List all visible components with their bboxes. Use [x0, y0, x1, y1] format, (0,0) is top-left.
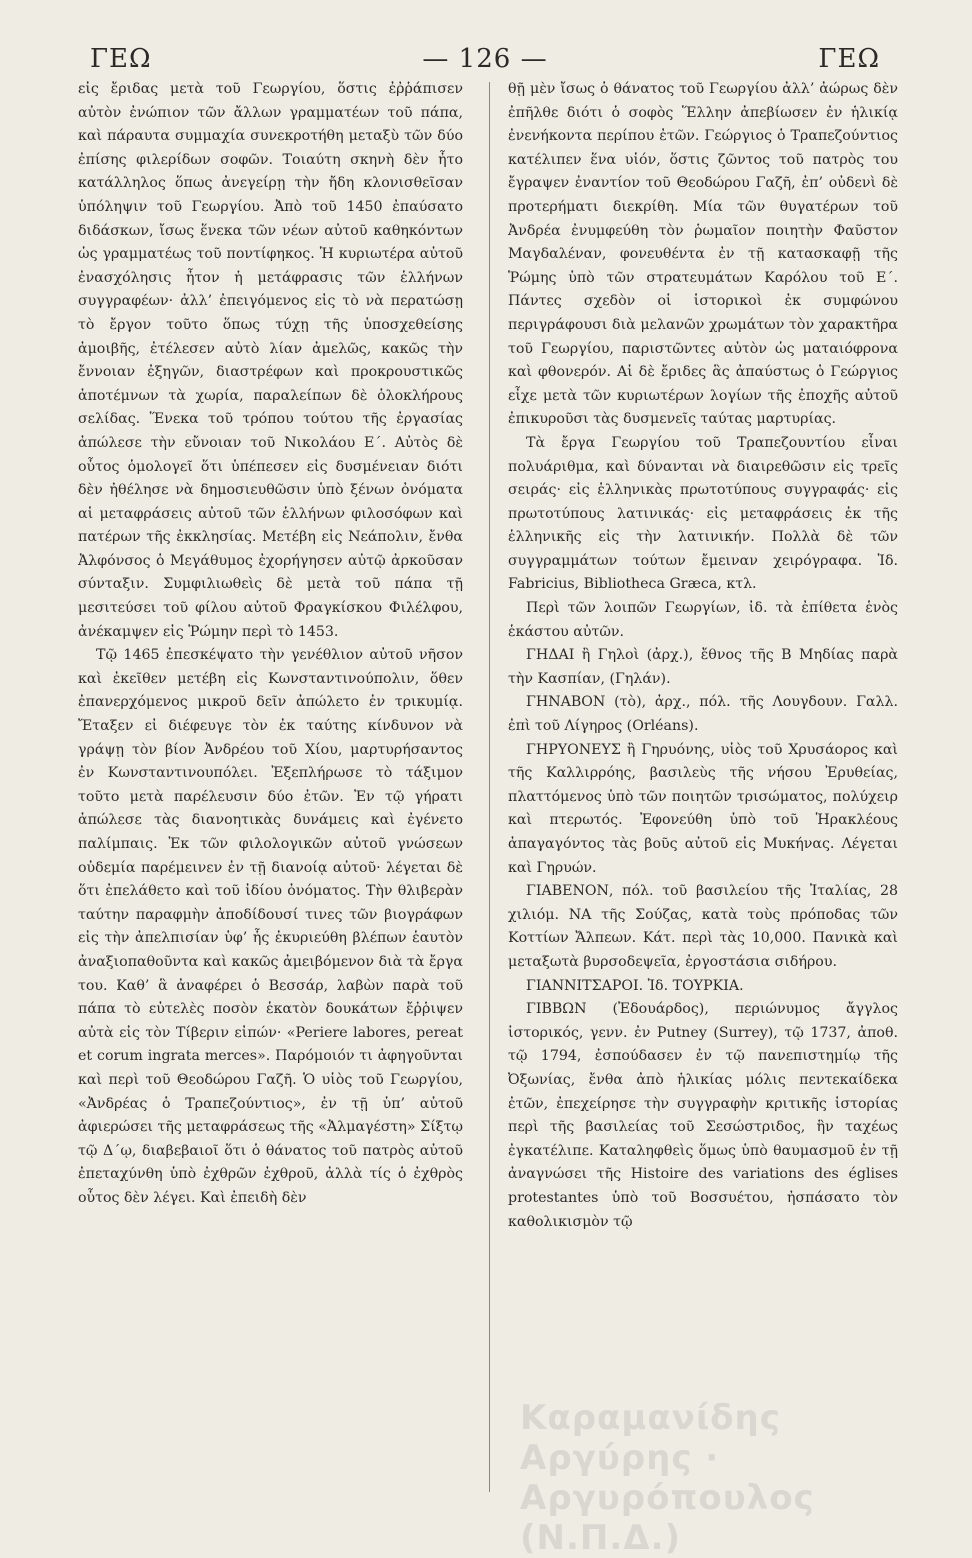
left-paragraph: Τῷ 1465 ἐπεσκέψατο τὴν γενέθλιον αὐτοῦ νῆσον καὶ ἐκεῖθεν μετέβη εἰς Κωνσταντινούπολιν, ὅθεν ἐπανερχόμενος μικροῦ δεῖν ἀπώλετο ἐν τρικυμίᾳ. Ἔταξεν εἰ διέφευγε τὸν ἐκ ταύτης κίνδυνον νὰ γράψῃ τὸν βίον Ἀνδρέου τοῦ Χίου, μαρτυρήσαντος ἐν Κωνσταντινουπόλει. Ἐξεπλήρωσε τὸ τάξιμον τοῦτο μετὰ παρέλευσιν δύο ἐτῶν. Ἐν τῷ γήρατι ἀπώλεσε τὰς διανοητικὰς δυνάμεις καὶ ἐγένετο παλίμπαις. Ἐκ τῶν φιλολογικῶν αὐτοῦ γνώσεων οὐδεμία παρέμεινεν ἐν τῇ διανοίᾳ αὐτοῦ· λέγεται δὲ ὅτι ἐπελάθετο καὶ τοῦ ἰδίου ὀνόματος. Τὴν θλιβερὰν ταύτην παραφμὴν ἀποδίδουσί τινες τῶν βιογράφων εἰς τὴν ἀπελπισίαν ὑφ’ ἧς ἐκυριεύθη βλέπων ἑαυτὸν ἀναξιοπαθοῦντα καὶ κακῶς ἀμειβόμενον διὰ τὰ ἔργα του. Καθ’ ἃ ἀναφέρει ὁ Βεσσάρ, λαβὼν παρὰ τοῦ πάπα τὸ εὐτελὲς ποσὸν ἑκατὸν δουκάτων ἔῤῥιψεν αὐτὰ εἰς τὸν Τίβεριν εἰπών· «Periere labores, pereat et corum ingrata merces». Παρόμοιόν τι ἀφηγοῦνται καὶ περὶ τοῦ Θεοδώρου Γαζῆ. Ὁ υἱὸς τοῦ Γεωργίου, «Ἀνδρέας ὁ Τραπεζούντιος», ἐν τῇ ὑπ’ αὐτοῦ ἀφιερώσει τῆς μεταφράσεως τῆς «Ἀλμαγέστη» Σίξτῳ τῷ Δ΄ῳ, διαβεβαιοῖ ὅτι ὁ θάνατος τοῦ πατρὸς αὐτοῦ ἐπεταχύνθη ὑπὸ ἐχθρῶν ἐχθροῦ, ἀλλὰ τίς ὁ ἐχθρὸς οὗτος δὲν λέγει. Καὶ ἐπειδὴ δὲν: [78, 647, 463, 1206]
left-column: [78, 78, 463, 1211]
watermark: Καραμανίδης Αργύρης · Αργυρόπουλος (Ν.Π.Δ.): [520, 1398, 815, 1558]
dictionary-entry: ΓΙΒΒΩΝ (Ἐδουάρδος), περιώνυμος ἄγγλος ἱστορικός, γενν. ἐν Putney (Surrey), τῷ 1737, ἀποθ. τῷ 1794, ἐσπούδασεν ἐν τῷ πανεπιστημίῳ τῆς Ὀξωνίας, ἔνθα ἀπὸ ἡλικίας μόλις πεντεκαίδεκα ἐτῶν, ἐπεχείρησε τὴν συγγραφὴν κριτικῆς ἱστορίας περὶ τῆς βασιλείας τοῦ Σεσώστριδος, ἣν ταχέως ἐγκατέλιπε. Καταληφθεὶς ὅμως ὑπὸ θαυμασμοῦ ἐν τῇ ἀναγνώσει τῆς Histoire des variations des églises protestantes ὑπὸ τοῦ Βοσσυέτου, ἠσπάσατο τὸν καθολικισμὸν τῷ: [508, 1001, 898, 1230]
dictionary-entry: ΓΗΝΑΒΟΝ (τὸ), ἀρχ., πόλ. τῆς Λουγδουν. Γαλλ. ἐπὶ τοῦ Λίγηρος (Orléans).: [508, 694, 898, 735]
right-paragraph: Περὶ τῶν λοιπῶν Γεωργίων, ἰδ. τὰ ἐπίθετα ἑνὸς ἑκάστου αὐτῶν.: [508, 600, 898, 640]
header-right-title: ΓΕΩ: [818, 44, 880, 74]
dictionary-entry: ΓΙΑΝΝΙΤΣΑΡΟΙ. Ἰδ. ΤΟΥΡΚΙΑ.: [526, 977, 744, 994]
right-paragraph: Τὰ ἔργα Γεωργίου τοῦ Τραπεζουντίου εἶναι πολυάριθμα, καὶ δύνανται νὰ διαιρεθῶσιν εἰς τρεῖς σειράς· εἰς ἑλληνικὰς πρωτοτύπους συγγραφάς· εἰς πρωτοτύπους λατινικάς· εἰς μεταφράσεις ἐκ τῆς ἑλληνικῆς εἰς τὴν λατινικήν. Πολλὰ δὲ τῶν συγγραμμάτων τούτων ἔμειναν χειρόγραφα. Ἰδ. Fabricius, Bibliotheca Græca, κτλ.: [508, 434, 898, 593]
right-paragraph: θῇ μὲν ἴσως ὁ θάνατος τοῦ Γεωργίου ἀλλ’ ἀώρως δὲν ἐπῆλθε διότι ὁ σοφὸς Ἕλλην ἀπεβίωσεν ἐν ἡλικίᾳ ἐνενήκοντα περίπου ἐτῶν. Γεώργιος ὁ Τραπεζούντιος κατέλιπεν ἕνα υἱόν, ὅστις ζῶντος τοῦ πατρὸς του ἔγραψεν ἐναντίον τοῦ Θεοδώρου Γαζῆ, ἐπ’ οὐδενὶ δὲ προτερήματι διεκρίθη. Μία τῶν θυγατέρων τοῦ Ἀνδρέα ἐνυμφεύθη τὸν ῥωμαῖον ποιητὴν Φαῦστον Μαγδαλέναν, φονευθέντα ἐν τῇ κατασκαφῇ τῆς Ῥώμης ὑπὸ τῶν στρατευμάτων Καρόλου τοῦ Ε΄. Πάντες σχεδὸν οἱ ἱστορικοὶ ἐκ συμφώνου περιγράφουσι διὰ μελανῶν χρωμάτων τὸν χαρακτῆρα τοῦ Γεωργίου, παριστῶντες αὐτὸν ὡς ματαιόφρονα καὶ φθονερόν. Αἱ δὲ ἔριδες ἃς ἀπαύστως ὁ Γεώργιος εἶχε μετὰ τῶν κυριωτέρων λογίων τῆς ἐποχῆς αὐτοῦ ἐπικυροῦσι τὰς δυσμενεῖς ταύτας μαρτυρίας.: [508, 81, 898, 428]
column-divider: [489, 82, 490, 1492]
dictionary-entry: ΓΗΔΑΙ ἢ Γηλοὶ (ἀρχ.), ἔθνος τῆς Β Μηδίας παρὰ τὴν Κασπίαν, (Γηλάν).: [508, 647, 898, 687]
dictionary-entry: ΓΗΡΥΟΝΕΥΣ ἢ Γηρυόνης, υἱὸς τοῦ Χρυσάορος καὶ τῆς Καλλιρρόης, βασιλεὺς τῆς νήσου Ἐρυθείας, πλαττόμενος ὑπὸ τῶν ποιητῶν τρισώματος, πολύχειρ καὶ πτερωτός. Ἐφονεύθη ὑπὸ τοῦ Ἡρακλέους ἀπαγαγόντος τὰς βοῦς αὐτοῦ εἰς Μυκήνας. Λέγεται καὶ Γηρυών.: [508, 741, 898, 876]
dictionary-entry: ΓΙΑΒΕΝΟΝ, πόλ. τοῦ βασιλείου τῆς Ἰταλίας, 28 χιλιόμ. ΝΑ τῆς Σούζας, κατὰ τοὺς πρόποδας τῶν Κοττίων Ἄλπεων. Κάτ. περὶ τὰς 10,000. Πανικὰ καὶ μεταξωτὰ βυρσοδεψεῖα, ἐργοστάσια σιδήρου.: [508, 883, 898, 970]
right-column: [508, 78, 898, 1234]
left-paragraph: εἰς ἔριδας μετὰ τοῦ Γεωργίου, ὅστις ἐῤῥάπισεν αὐτὸν ἐνώπιον τῶν ἄλλων γραμματέων τοῦ πάπα, καὶ πάραυτα συμμαχία συνεκροτήθη μεταξὺ τῶν δύο ἐπίσης φιλερίδων σοφῶν. Τοιαύτη σκηνὴ δὲν ἦτο κατάλληλος ὅπως ἀνεγείρῃ τὴν ἤδη κλονισθεῖσαν ὑπόληψιν τοῦ Γεωργίου. Ἀπὸ τοῦ 1450 ἐπαύσατο διδάσκων, ἴσως ἕνεκα τῶν νέων αὐτοῦ καθηκόντων ὡς γραμματέως τοῦ ποντίφηκος. Ἡ κυριωτέρα αὐτοῦ ἐνασχόλησις ἦτον ἡ μετάφρασις τῶν ἑλλήνων συγγραφέων· ἀλλ’ ἐπειγόμενος εἰς τὸ νὰ περατώσῃ τὸ ἔργον τοῦτο ὅπως τύχῃ τῆς ὑποσχεθείσης ἀμοιβῆς, ἐτέλεσεν αὐτὸ λίαν ἀμελῶς, κακῶς τὴν ἔννοιαν ἐξηγῶν, διαστρέφων καὶ προκρουστικῶς ἀποτέμνων τὰ χωρία, παραλείπων δὲ ὁλοκλήρους σελίδας. Ἕνεκα τοῦ τρόπου τούτου τῆς ἐργασίας ἀπώλεσε τὴν εὔνοιαν τοῦ Νικολάου Ε΄. Αὐτὸς δὲ οὗτος ὁμολογεῖ ὅτι ὑπέπεσεν εἰς δυσμένειαν διότι δὲν ἠθέλησε νὰ δημοσιευθῶσιν ὑπὸ ξένων ὀνόματα αἱ μεταφράσεις αὐτοῦ τῶν ἑλλήνων φιλοσόφων καὶ πατέρων τῆς ἐκκλησίας. Μετέβη εἰς Νεάπολιν, ἔνθα Ἀλφόνσος ὁ Μεγάθυμος ἐχορήγησεν αὐτῷ ἀρκοῦσαν σύνταξιν. Συμφιλιωθεὶς δὲ μετὰ τοῦ πάπα τῇ μεσιτεύσει τοῦ φίλου αὐτοῦ Φραγκίσκου Φιλέλφου, ἀνέκαμψεν εἰς Ῥώμην περὶ τὸ 1453.: [78, 81, 463, 640]
header-left-title: ΓΕΩ: [90, 44, 152, 74]
page-number: — 126 —: [422, 44, 548, 74]
